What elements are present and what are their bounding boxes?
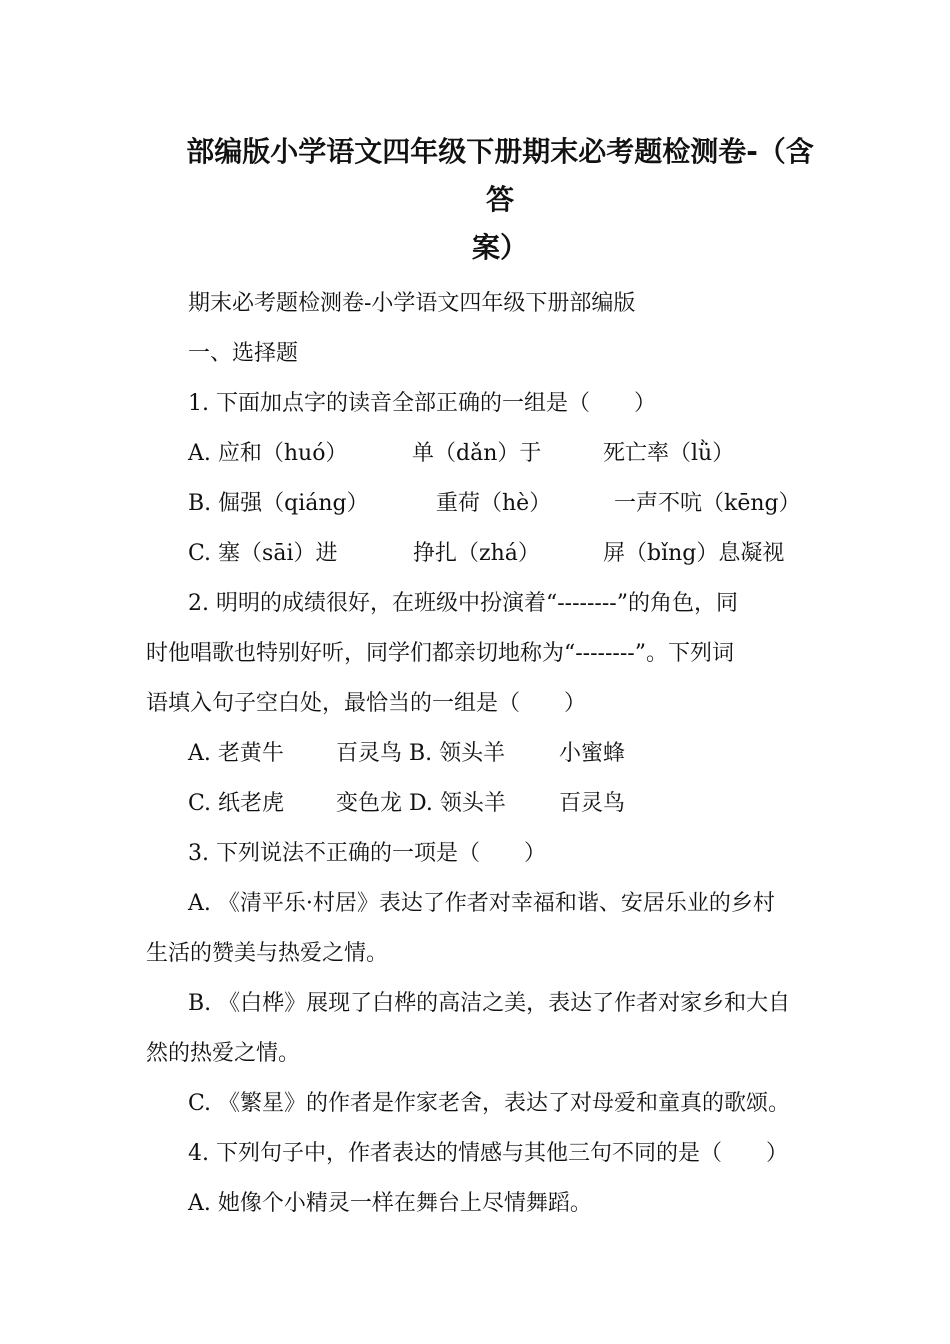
q1-option-b-part-1: B. 倔强（qiáng） xyxy=(188,491,369,516)
section-heading-choice: 一、选择题 xyxy=(188,341,299,366)
q1-stem: 1. 下面加点字的读音全部正确的一组是（ ） xyxy=(188,391,656,416)
q4-stem: 4. 下列句子中，作者表达的情感与其他三句不同的是（ ） xyxy=(188,1141,788,1166)
q3-option-a-line-2: 生活的赞美与热爱之情。 xyxy=(146,941,389,966)
q3-option-b-line-2: 然的热爱之情。 xyxy=(146,1041,301,1066)
q3-option-b-line-1: B. 《白桦》展现了白桦的高洁之美，表达了作者对家乡和大自 xyxy=(188,991,791,1016)
q1-option-a-part-2: 单（dǎn）于 xyxy=(412,441,542,466)
q2-line-1: 2. 明明的成绩很好，在班级中扮演着“--------”的角色，同 xyxy=(188,591,738,616)
q1-option-c-part-3: 屏（bǐng）息凝视 xyxy=(603,541,785,566)
q2-option-b: 百灵鸟 B. 领头羊 xyxy=(336,741,506,766)
title-line-1: 部编版小学语文四年级下册期末必考题检测卷-（含答 xyxy=(186,135,814,216)
q2-line-2: 时他唱歌也特别好听，同学们都亲切地称为“--------”。下列词 xyxy=(146,641,734,666)
q4-option-a: A. 她像个小精灵一样在舞台上尽情舞蹈。 xyxy=(188,1191,592,1216)
q2-option-c: C. 纸老虎 xyxy=(188,791,285,816)
title-line-2: 案） xyxy=(471,231,528,264)
q2-option-a: A. 老黄牛 xyxy=(188,741,284,766)
q1-option-a-part-1: A. 应和（huó） xyxy=(188,441,348,466)
document-title xyxy=(180,128,820,272)
q1-option-c-part-1: C. 塞（sāi）进 xyxy=(188,541,338,566)
q3-option-a-line-1: A. 《清平乐·村居》表达了作者对幸福和谐、安居乐业的乡村 xyxy=(188,891,775,916)
q1-option-a-part-3: 死亡率（lǜ） xyxy=(603,441,735,466)
q3-option-c: C. 《繁星》的作者是作家老舍，表达了对母爱和童真的歌颂。 xyxy=(188,1091,791,1116)
q2-option-b-part-2: 小蜜蜂 xyxy=(559,741,626,766)
q3-stem: 3. 下列说法不正确的一项是（ ） xyxy=(188,841,546,866)
subtitle: 期末必考题检测卷-小学语文四年级下册部编版 xyxy=(188,291,636,316)
q2-line-3: 语填入句子空白处，最恰当的一组是（ ） xyxy=(146,691,587,716)
q1-option-c-part-2: 挣扎（zhá） xyxy=(413,541,540,566)
q1-option-b-part-2: 重荷（hè） xyxy=(436,491,552,516)
q2-option-d-part-2: 百灵鸟 xyxy=(559,791,626,816)
q2-option-d: 变色龙 D. 领头羊 xyxy=(336,791,506,816)
q1-option-b-part-3: 一声不吭（kēng） xyxy=(614,491,801,516)
